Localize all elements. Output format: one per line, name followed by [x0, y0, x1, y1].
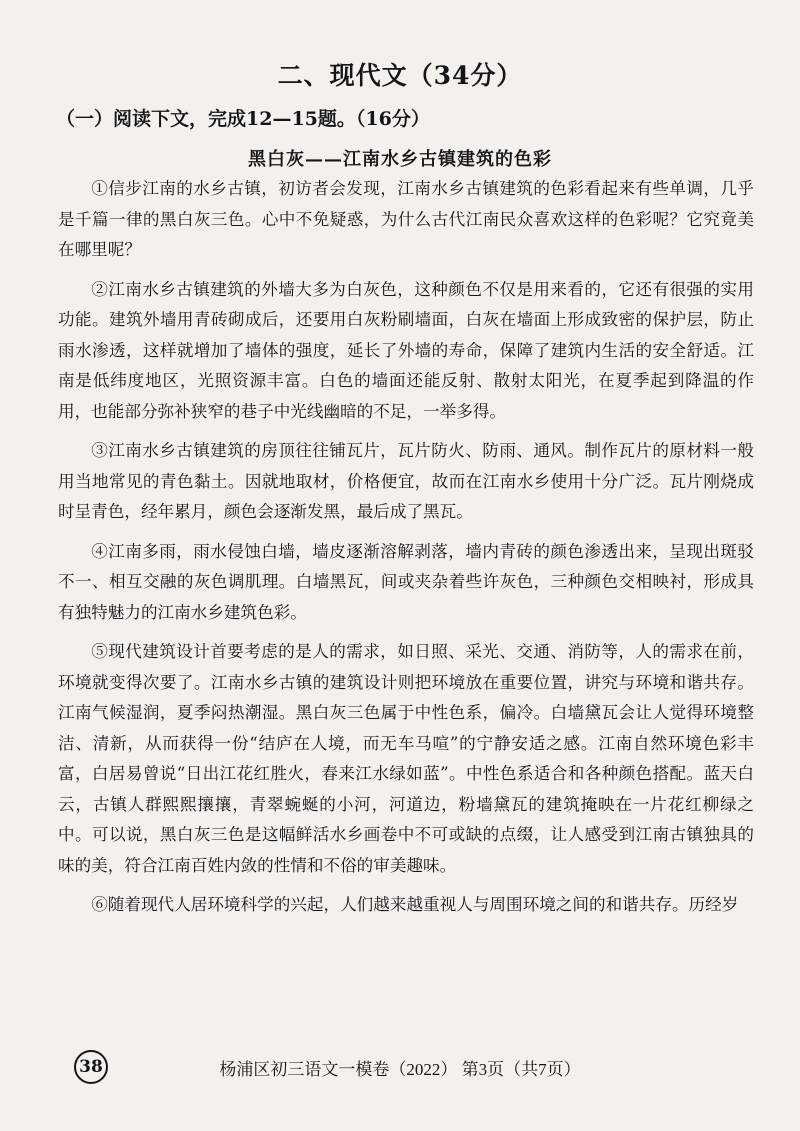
subsection-title: （一）阅读下文，完成12—15题。（16分） [56, 108, 430, 130]
page-footer [0, 1050, 800, 1084]
page-number-badge: 38 [74, 1050, 108, 1084]
paragraph-5: ⑤现代建筑设计首要考虑的是人的需求，如日照、采光、交通、消防等，人的需求在前，环境就变得次要了。江南水乡古镇的建筑设计则把环境放在重要位置，讲究与环境和谐共存。江南气候湿润，夏季闷热潮湿。黑白灰三色属于中性色系，偏冷。白墙黛瓦会让人觉得环境整洁、清新，从而获得一份“结庐在人境，而无车马喧”的宁静安适之感。江南自然环境色彩丰富，白居易曾说“日出江花红胜火，春来江水绿如蓝”。中性色系适合和各种颜色搭配。蓝天白云，古镇人群熙熙攘攘，青翠蜿蜒的小河，河道边，粉墙黛瓦的建筑掩映在一片花红柳绿之中。可以说，黑白灰三色是这幅鲜活水乡画卷中不可或缺的点缀，让人感受到江南古镇独具的味的美，符合江南百姓内敛的性情和不俗的审美趣味。 [58, 642, 754, 875]
article-title: 黑白灰——江南水乡古镇建筑的色彩 [248, 149, 552, 170]
paragraph-1: ①信步江南的水乡古镇，初访者会发现，江南水乡古镇建筑的色彩看起来有些单调，几乎是千篇一律的黑白灰三色。心中不免疑惑，为什么古代江南民众喜欢这样的色彩呢？它究竟美在哪里呢？ [58, 179, 754, 259]
footer-text: 杨浦区初三语文一模卷（2022） 第3页（共7页） [219, 1060, 581, 1079]
paragraph-6: ⑥随着现代人居环境科学的兴起，人们越来越重视人与周围环境之间的和谐共存。历经岁 [91, 895, 739, 914]
section-title: 二、现代文（34分） [277, 61, 523, 90]
paragraph-3: ③江南水乡古镇建筑的房顶往往铺瓦片，瓦片防火、防雨、通风。制作瓦片的原材料一般用当地常见的青色黏土。因就地取材，价格便宜，故而在江南水乡使用十分广泛。瓦片刚烧成时呈青色，经年累月，颜色会逐渐发黑，最后成了黑瓦。 [58, 441, 754, 521]
paragraph-2: ②江南水乡古镇建筑的外墙大多为白灰色，这种颜色不仅是用来看的，它还有很强的实用功能。建筑外墙用青砖砌成后，还要用白灰粉刷墙面，白灰在墙面上形成致密的保护层，防止雨水渗透，这样就增加了墙体的强度，延长了外墙的寿命，保障了建筑内生活的安全舒适。江南是低纬度地区，光照资源丰富。白色的墙面还能反射、散射太阳光，在夏季起到降温的作用，也能部分弥补狭窄的巷子中光线幽暗的不足，一举多得。 [58, 279, 754, 421]
paragraph-4: ④江南多雨，雨水侵蚀白墙，墙皮逐渐溶解剥落，墙内青砖的颜色渗透出来，呈现出斑驳不一、相互交融的灰色调肌理。白墙黑瓦，间或夹杂着些许灰色，三种颜色交相映衬，形成具有独特魅力的江南水乡建筑色彩。 [58, 541, 754, 622]
article-body [58, 174, 754, 930]
